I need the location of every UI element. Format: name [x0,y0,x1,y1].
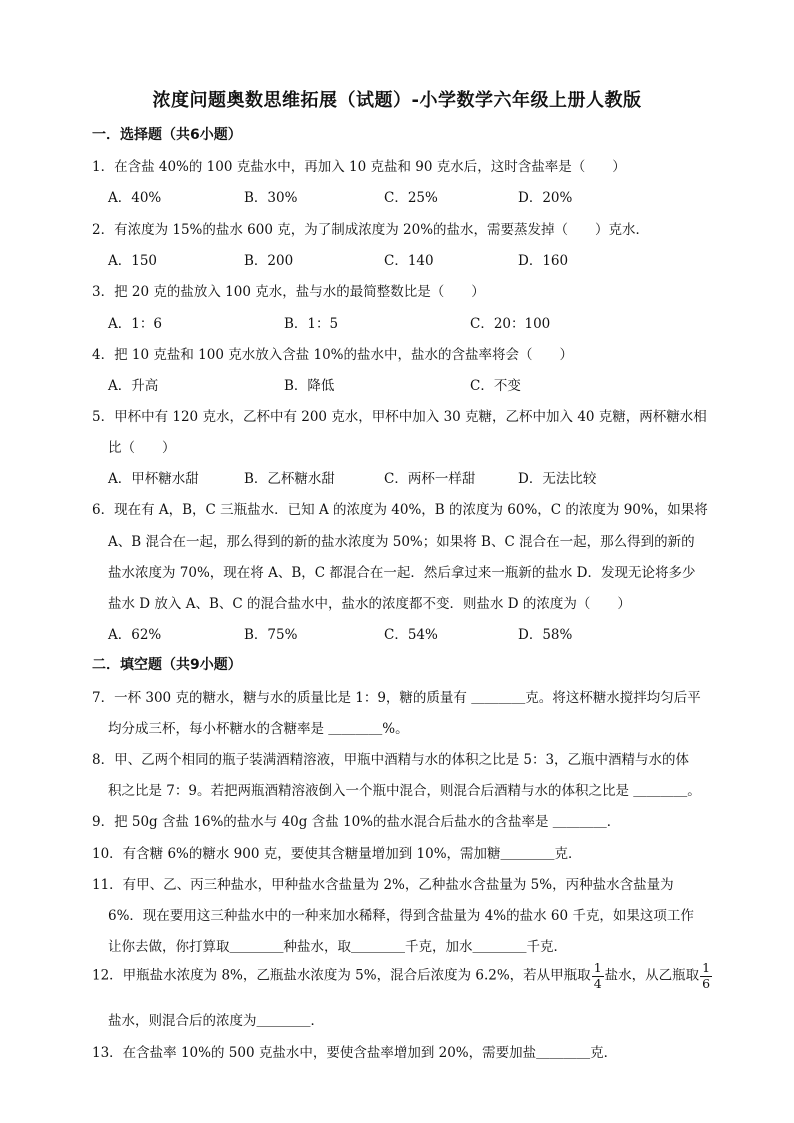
q2-option-b: B．200 [244,253,294,269]
q1-option-c: C．25% [384,190,438,206]
question-11-line-3: 让你去做，你打算取＿＿＿＿种盐水，取＿＿＿＿千克，加水＿＿＿＿千克． [108,939,567,955]
q1-option-d: D．20% [518,190,573,206]
question-12-line-1 [92,962,713,990]
q1-option-a: A．40% [108,190,162,206]
fraction-one-sixth [700,962,712,990]
question-12-line-2: 盐水，则混合后的浓度为＿＿＿＿． [108,1013,324,1029]
question-4-stem: 4．把 10 克盐和 100 克水放入含盐 10%的盐水中，盐水的含盐率将会（ ） [92,347,573,363]
q6-option-d: D．58% [518,627,573,643]
q4-option-c: C．不变 [470,378,521,394]
q6-option-b: B．75% [244,627,298,643]
q5-option-d: D．无法比较 [518,471,597,487]
section-fill-heading: 二．填空题（共9小题） [92,657,242,673]
question-10-line-1: 10．有含糖 6%的糖水 900 克，要使其含糖量增加到 10%，需加糖＿＿＿＿克． [92,846,582,862]
question-11-line-2: 6%．现在要用这三种盐水中的一种来加水稀释，得到含盐量为 4%的盐水 60 千克，如果这项工作 [108,908,694,924]
question-4-options [108,374,708,394]
question-6-stem-line-2: A、B 混合在一起，那么得到的新的盐水浓度为 50%；如果将 B、C 混合在一起，那么得到的新的 [108,534,695,550]
question-11-line-1: 11．有甲、乙、丙三种盐水，甲种盐水含盐量为 2%，乙种盐水含盐量为 5%，丙种盐水含盐量为 [92,877,674,893]
fraction-1-numerator: 1 [593,960,602,975]
fraction-2-denominator: 6 [702,975,711,991]
question-8-line-1: 8．甲、乙两个相同的瓶子装满酒精溶液，甲瓶中酒精与水的体积之比是 5：3，乙瓶中酒精与水的体 [92,752,690,768]
q2-option-a: A．150 [108,253,158,269]
question-6-stem-line-4: 盐水 D 放入 A、B、C 的混合盐水中，盐水的浓度都不变．则盐水 D 的浓度为（ ） [108,596,631,612]
question-5-stem-line-1: 5．甲杯中有 120 克水，乙杯中有 200 克水，甲杯中加入 30 克糖，乙杯中加入 40 克糖，两杯糖水相 [92,409,707,425]
question-6-stem-line-1: 6．现在有 A，B，C 三瓶盐水．已知 A 的浓度为 40%，B 的浓度为 60%，C 的浓度为 90%，如果将 [92,502,708,518]
q1-option-b: B．30% [244,190,298,206]
question-6-stem-line-3: 盐水浓度为 70%，现在将 A、B，C 都混合在一起．然后拿过来一瓶新的盐水 D．发现无论将多少 [108,565,696,581]
question-1-stem: 1．在含盐 40%的 100 克盐水中，再加入 10 克盐和 90 克水后，这时含盐率是（ ） [92,159,626,175]
q3-option-b: B．1：5 [284,316,339,332]
q4-option-a: A．升高 [108,378,159,394]
question-8-line-2: 积之比是 7：9。若把两瓶酒精溶液倒入一个瓶中混合，则混合后酒精与水的体积之比是 ＿＿＿＿。 [108,783,701,799]
question-5-stem-line-2: 比（ ） [108,440,176,456]
q2-option-d: D．160 [518,253,569,269]
question-7-line-2: 均分成三杯，每小杯糖水的含糖率是 ＿＿＿＿%。 [108,721,409,737]
question-9-line-1: 9．把 50g 含盐 16%的盐水与 40g 含盐 10%的盐水混合后盐水的含盐率是 ＿＿＿＿． [92,814,621,830]
question-3-stem: 3．把 20 克的盐放入 100 克水，盐与水的最简整数比是（ ） [92,284,485,300]
q6-option-c: C．54% [384,627,438,643]
q5-option-b: B．乙杯糖水甜 [244,471,335,487]
question-2-stem: 2．有浓度为 15%的盐水 600 克，为了制成浓度为 20%的盐水，需要蒸发掉（ ）克水． [92,222,650,238]
question-1-options [108,186,708,206]
fraction-one-quarter [592,962,604,990]
q5-option-a: A．甲杯糖水甜 [108,471,199,487]
fraction-2-numerator: 1 [702,960,711,975]
q3-option-c: C．20：100 [470,316,551,332]
q3-option-a: A．1：6 [108,316,162,332]
q5-option-c: C．两杯一样甜 [384,471,476,487]
q6-option-a: A．62% [108,627,162,643]
question-13-line-1: 13．在含盐率 10%的 500 克盐水中，要使含盐率增加到 20%，需要加盐＿＿＿＿克． [92,1045,618,1061]
section-choice-heading: 一．选择题（共6小题） [92,127,242,143]
page-title: 浓度问题奥数思维拓展（试题）-小学数学六年级上册人教版 [152,90,642,111]
fraction-1-denominator: 4 [593,975,602,991]
q2-option-c: C．140 [384,253,434,269]
question-6-options [108,623,708,643]
q4-option-b: B．降低 [284,378,335,394]
question-3-options [108,312,708,332]
question-7-line-1: 7．一杯 300 克的糖水，糖与水的质量比是 1：9，糖的质量有 ＿＿＿＿克。将这杯糖水搅拌均匀后平 [92,690,701,706]
question-2-options [108,249,708,269]
question-5-options [108,467,708,487]
question-12-text-a: 12．甲瓶盐水浓度为 8%，乙瓶盐水浓度为 5%，混合后浓度为 6.2%，若从甲瓶取 [92,967,591,984]
question-12-text-b: 盐水，从乙瓶取 [604,967,700,984]
